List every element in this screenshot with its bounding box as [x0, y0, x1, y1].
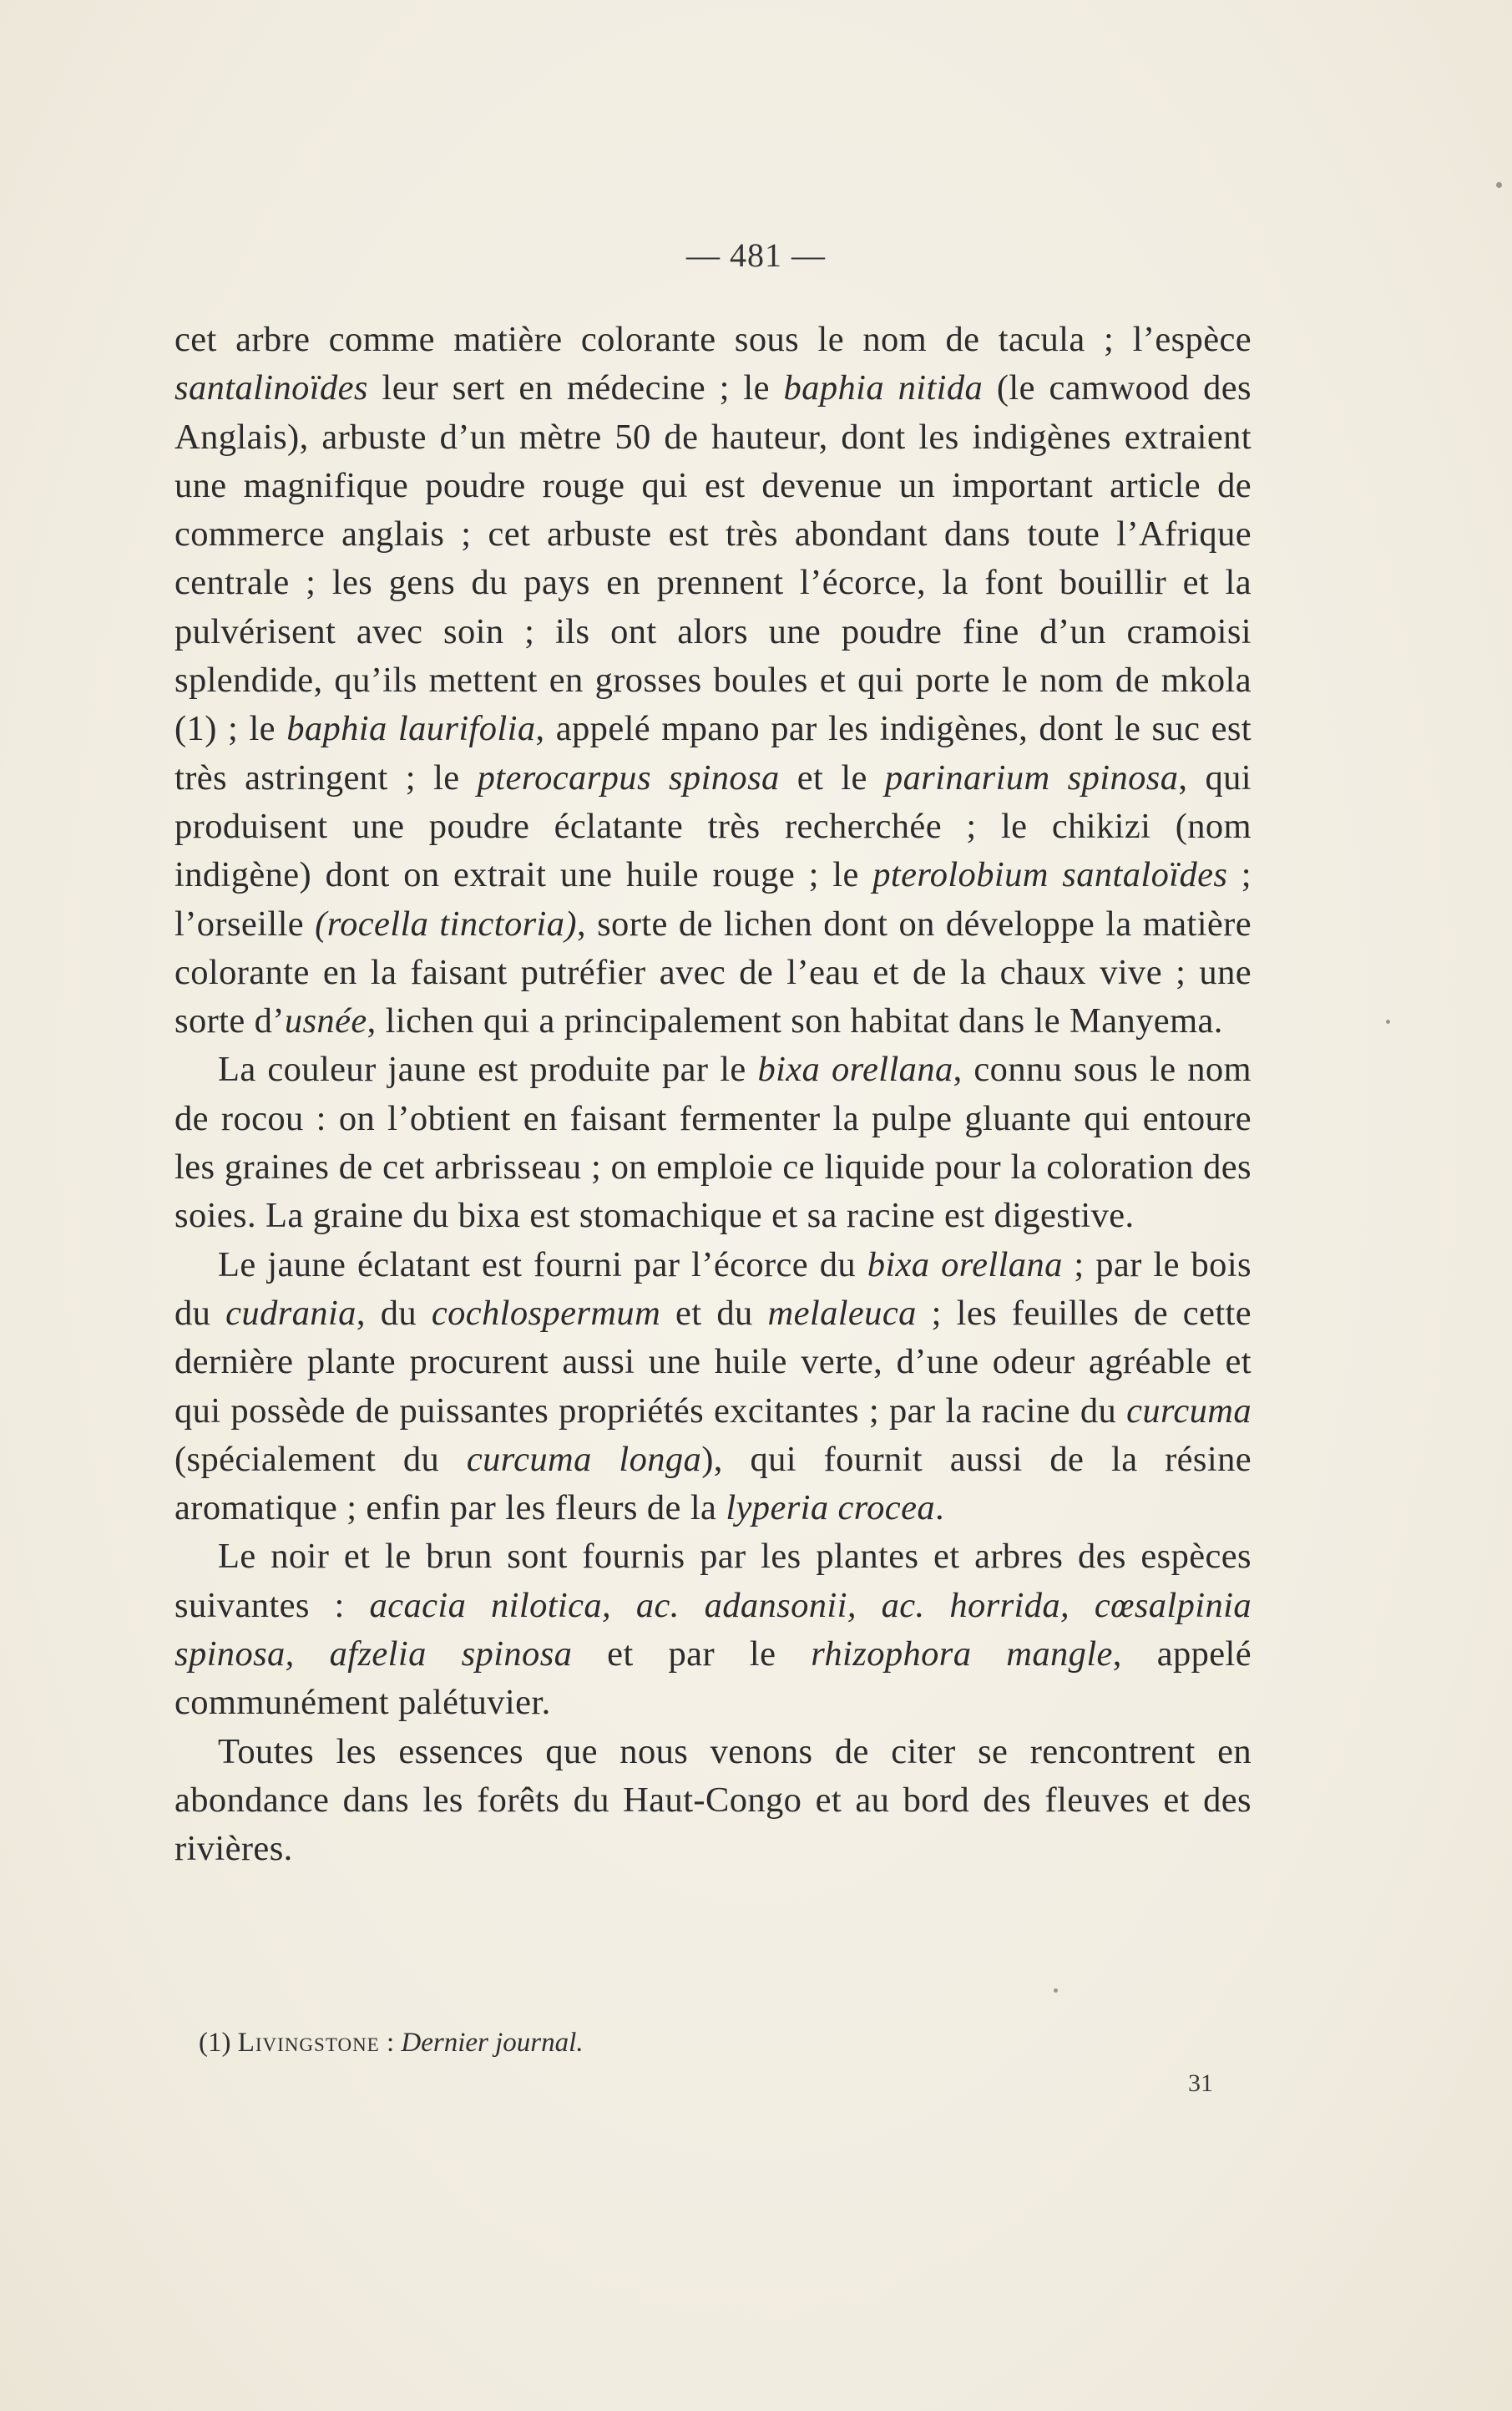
paragraph — [174, 1241, 1252, 1533]
italic-term: parinarium spinosa — [884, 757, 1179, 798]
footnote-separator: : — [379, 2028, 402, 2058]
italic-term: santalinoïdes — [174, 368, 368, 408]
footnote — [199, 2028, 584, 2059]
italic-term: usnée — [284, 1001, 367, 1041]
italic-term: cudrania — [225, 1293, 357, 1333]
italic-term: (rocella tinctoria) — [315, 904, 577, 944]
text-run: , qui produisent une poudre éclatante très recherchée ; le chikizi (nom indigène) dont on extrait une huile rouge ; le — [174, 757, 1252, 895]
text-run: leur sert en médecine ; le — [367, 368, 784, 408]
italic-term: bixa orellana — [867, 1244, 1063, 1284]
body-text — [174, 316, 1252, 1874]
margin-speck — [1054, 1988, 1058, 1993]
italic-term: bixa orellana — [757, 1050, 953, 1090]
italic-term: curcuma longa — [466, 1439, 702, 1479]
text-run: , du — [356, 1293, 432, 1333]
text-run: et par le — [572, 1634, 812, 1674]
text-run: ), qui fournit aussi de la résine aromatique ; enfin par les fleurs de la — [174, 1439, 1252, 1528]
text-run: et le — [779, 757, 885, 798]
italic-term: pterocarpus spinosa — [477, 757, 780, 798]
text-run: Le jaune éclatant est fourni par l’écorce du — [218, 1244, 867, 1284]
margin-speck — [1496, 182, 1502, 188]
signature-mark: 31 — [1188, 2069, 1213, 2097]
italic-term: curcuma — [1126, 1390, 1252, 1431]
margin-speck — [1386, 1020, 1390, 1024]
footnote-author: Livingstone — [237, 2028, 380, 2058]
text-run: Toutes les essences que nous venons de citer se rencontrent en abondance dans les forêts du Haut-Congo et au bord des fleuves et des rivières. — [174, 1731, 1252, 1869]
page-number: — 481 — — [686, 236, 826, 274]
text-run: , appelé communément palétuvier. — [174, 1634, 1252, 1723]
text-run: cet arbre comme matière colorante sous le nom de tacula ; l’espèce — [174, 320, 1252, 359]
footnote-title: Dernier journal. — [401, 2028, 584, 2058]
text-run: , appelé mpano par les indigènes, dont le suc est très astringent ; le — [174, 709, 1252, 798]
italic-term: rhizophora mangle — [811, 1634, 1113, 1674]
italic-term: lyperia crocea — [726, 1488, 935, 1528]
text-run: ; l’orseille — [174, 855, 1252, 944]
italic-term: melaleuca — [767, 1293, 917, 1333]
text-run: , sorte de lichen dont on développe la matière colorante en la faisant putréfier avec de l’eau et de la chaux vive ; une sorte d’ — [174, 904, 1252, 1041]
paragraph — [174, 1532, 1252, 1727]
italic-term: cochlospermum — [431, 1293, 661, 1333]
italic-term: pterolobium santaloïdes — [872, 855, 1228, 895]
italic-term: baphia laurifolia — [286, 709, 536, 749]
footnote-marker: (1) — [199, 2028, 231, 2058]
text-run: et du — [660, 1293, 768, 1333]
paragraph — [174, 316, 1252, 1046]
text-run: La couleur jaune est produite par le — [218, 1050, 758, 1090]
text-run: ; par le bois du — [174, 1244, 1252, 1333]
text-run: , lichen qui a principalement son habitat dans le Manyema. — [367, 1001, 1223, 1041]
text-run: (spécialement du — [174, 1439, 467, 1479]
paragraph — [174, 1728, 1252, 1874]
text-run: Le noir et le brun sont fournis par les plantes et arbres des espèces suivantes : — [174, 1537, 1252, 1625]
italic-term: acacia nilotica, ac. adansonii, ac. horrida, cœsalpinia spinosa, afzelia spinosa — [174, 1585, 1252, 1674]
italic-term: baphia nitida — [783, 368, 984, 408]
text-run: (le camwood des Anglais), arbuste d’un mètre 50 de hauteur, dont les indigènes extraient une magnifique poudre rouge qui est devenue un important article de commerce anglais ; cet arbuste est très abondant dans toute l’Afrique centrale ; les gens du pays en prennent l’écorce, la font bouillir et la pulvérisent avec soin ; ils ont alors une poudre fine d’un cramoisi splendide, qu’ils mettent en grosses boules et qui porte le nom de mkola (1) ; le — [174, 368, 1252, 749]
text-run: . — [935, 1488, 945, 1528]
text-run: ; les feuilles de cette dernière plante procurent aussi une huile verte, d’une odeur agréable et qui possède de puissantes propriétés excitantes ; par la racine du — [174, 1293, 1252, 1431]
paragraph — [174, 1046, 1252, 1240]
text-run: , connu sous le nom de rocou : on l’obtient en faisant fermenter la pulpe gluante qui entoure les graines de cet arbrisseau ; on emploie ce liquide pour la coloration des soies. La graine du bixa est stomachique et sa racine est digestive. — [174, 1050, 1252, 1236]
